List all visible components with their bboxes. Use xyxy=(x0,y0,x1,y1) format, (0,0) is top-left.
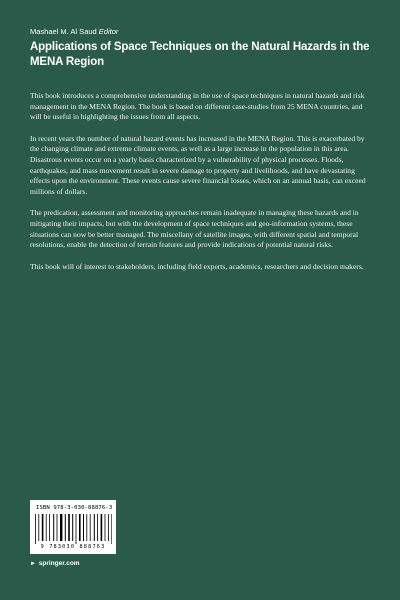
publisher-link[interactable] xyxy=(30,560,80,568)
barcode-bar xyxy=(79,514,81,541)
description-paragraph: The predication, assessment and monitoring approaches remain inadequate in managing these hazards and in mitigating their impacts, but with the development of space techniques and geo-information systems, these situations can now be better managed. The miscellany of satellite images, with different spatial and temporal resolutions, enable the detection of terrain features and provide indications of potential natural risks. xyxy=(30,208,359,250)
barcode-bar xyxy=(97,514,98,541)
publisher-url: springer.com xyxy=(38,560,80,567)
barcode-bar xyxy=(53,514,54,541)
ean-digits: 9 783030 888763 xyxy=(40,544,106,550)
barcode-bar xyxy=(111,514,112,544)
barcode-bar xyxy=(76,514,77,544)
barcode-bar xyxy=(68,514,70,541)
barcode-bar xyxy=(46,514,47,541)
editor-role: Editor xyxy=(98,27,119,36)
barcode-bar xyxy=(86,514,87,541)
barcode-bar xyxy=(49,514,50,541)
editor-name: Mashael M. Al Saud xyxy=(30,27,97,36)
description-paragraph: This book will of interest to stakeholders, including field experts, academics, researchers and decision makers. xyxy=(30,261,364,271)
barcode-bars xyxy=(34,514,112,544)
description-paragraph: In recent years the number of natural hazard events has increased in the MENA Region. This is exacerbated by the changing climate and extreme climate events, as well as a large increase in the population in this area. Disastrous events occur on a yearly basis characterized by a vulnerability of physical processes. Floods, earthquakes, and mass movement result in severe damage to property and livelihoods, and have devastating effects upon the environment. These events cause severe financial losses, which on an annual basis, can exceed millions of dollars. xyxy=(30,133,366,196)
description-paragraph: This book introduces a comprehensive understanding in the use of space techniques in natural hazards and risk management in the MENA Region. The book is based on different case-studies from 25 MENA countries, and will be useful in highlighting the issues from all aspects. xyxy=(30,91,365,122)
book-description xyxy=(30,91,373,283)
barcode-bar xyxy=(57,514,58,541)
barcode-bar xyxy=(72,514,73,541)
barcode-bar xyxy=(108,514,109,541)
barcode-bar xyxy=(60,514,62,541)
book-title: Applications of Space Techniques on the Natural Hazards in the MENA Region xyxy=(30,41,370,68)
barcode-bar xyxy=(83,514,84,541)
barcode-bar xyxy=(38,514,39,541)
barcode-bar xyxy=(65,514,66,541)
barcode-bar xyxy=(105,514,106,541)
barcode-bar xyxy=(94,514,95,541)
barcode-bar xyxy=(42,514,44,541)
isbn-barcode xyxy=(30,500,116,554)
isbn-label: ISBN 978-3-030-88876-3 xyxy=(36,505,113,511)
barcode-bar xyxy=(35,514,36,544)
barcode-bar xyxy=(90,514,91,541)
editor-line xyxy=(30,27,118,37)
barcode-bar xyxy=(101,514,103,541)
arrow-icon: ► xyxy=(30,561,36,567)
